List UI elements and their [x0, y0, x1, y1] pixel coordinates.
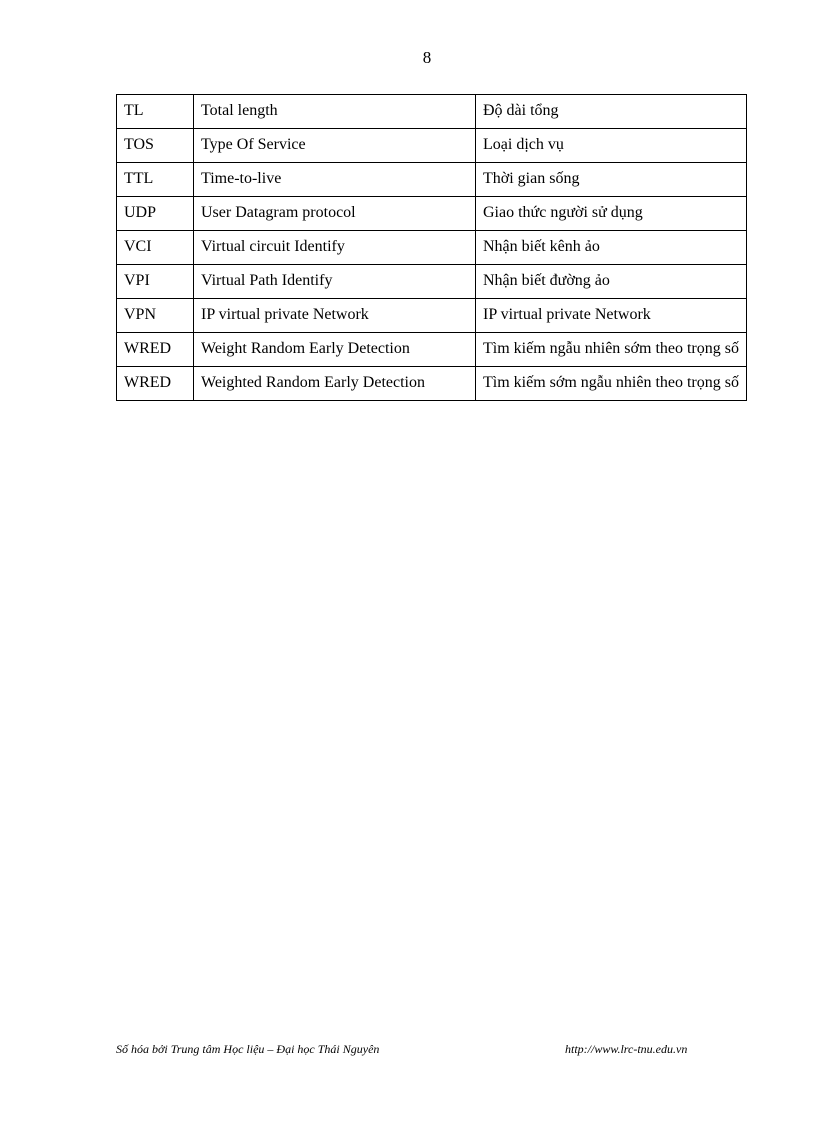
abbreviation-cell: VPI [117, 265, 194, 299]
footer-source-text: Số hóa bởi Trung tâm Học liệu – Đại học Thái Nguyên [116, 1042, 380, 1056]
vietnamese-term-cell: Độ dài tổng [476, 95, 747, 129]
english-term-cell: Weight Random Early Detection [194, 333, 476, 367]
abbreviation-cell: WRED [117, 367, 194, 401]
abbreviation-cell: UDP [117, 197, 194, 231]
table-row [117, 197, 747, 231]
vietnamese-term-cell: Tìm kiếm sớm ngẫu nhiên theo trọng số [476, 367, 747, 401]
table-row [117, 129, 747, 163]
abbreviation-table [116, 94, 747, 401]
abbreviation-cell: TL [117, 95, 194, 129]
table-row [117, 231, 747, 265]
table-row [117, 367, 747, 401]
vietnamese-term-cell: Nhận biết đường ảo [476, 265, 747, 299]
vietnamese-term-cell: Nhận biết kênh ảo [476, 231, 747, 265]
abbreviation-cell: VPN [117, 299, 194, 333]
english-term-cell: Time-to-live [194, 163, 476, 197]
table-row [117, 333, 747, 367]
english-term-cell: IP virtual private Network [194, 299, 476, 333]
english-term-cell: Virtual circuit Identify [194, 231, 476, 265]
english-term-cell: User Datagram protocol [194, 197, 476, 231]
table-row [117, 95, 747, 129]
abbreviation-cell: TOS [117, 129, 194, 163]
abbreviation-cell: WRED [117, 333, 194, 367]
footer-url-link[interactable]: http://www.lrc-tnu.edu.vn [565, 1042, 688, 1056]
table-row [117, 163, 747, 197]
english-term-cell: Virtual Path Identify [194, 265, 476, 299]
vietnamese-term-cell: IP virtual private Network [476, 299, 747, 333]
table-row [117, 299, 747, 333]
table-row [117, 265, 747, 299]
page-number: 8 [422, 48, 432, 67]
abbreviation-cell: VCI [117, 231, 194, 265]
vietnamese-term-cell: Thời gian sống [476, 163, 747, 197]
english-term-cell: Type Of Service [194, 129, 476, 163]
abbreviation-cell: TTL [117, 163, 194, 197]
vietnamese-term-cell: Tìm kiếm ngẫu nhiên sớm theo trọng số [476, 333, 747, 367]
english-term-cell: Weighted Random Early Detection [194, 367, 476, 401]
vietnamese-term-cell: Giao thức người sử dụng [476, 197, 747, 231]
english-term-cell: Total length [194, 95, 476, 129]
vietnamese-term-cell: Loại dịch vụ [476, 129, 747, 163]
